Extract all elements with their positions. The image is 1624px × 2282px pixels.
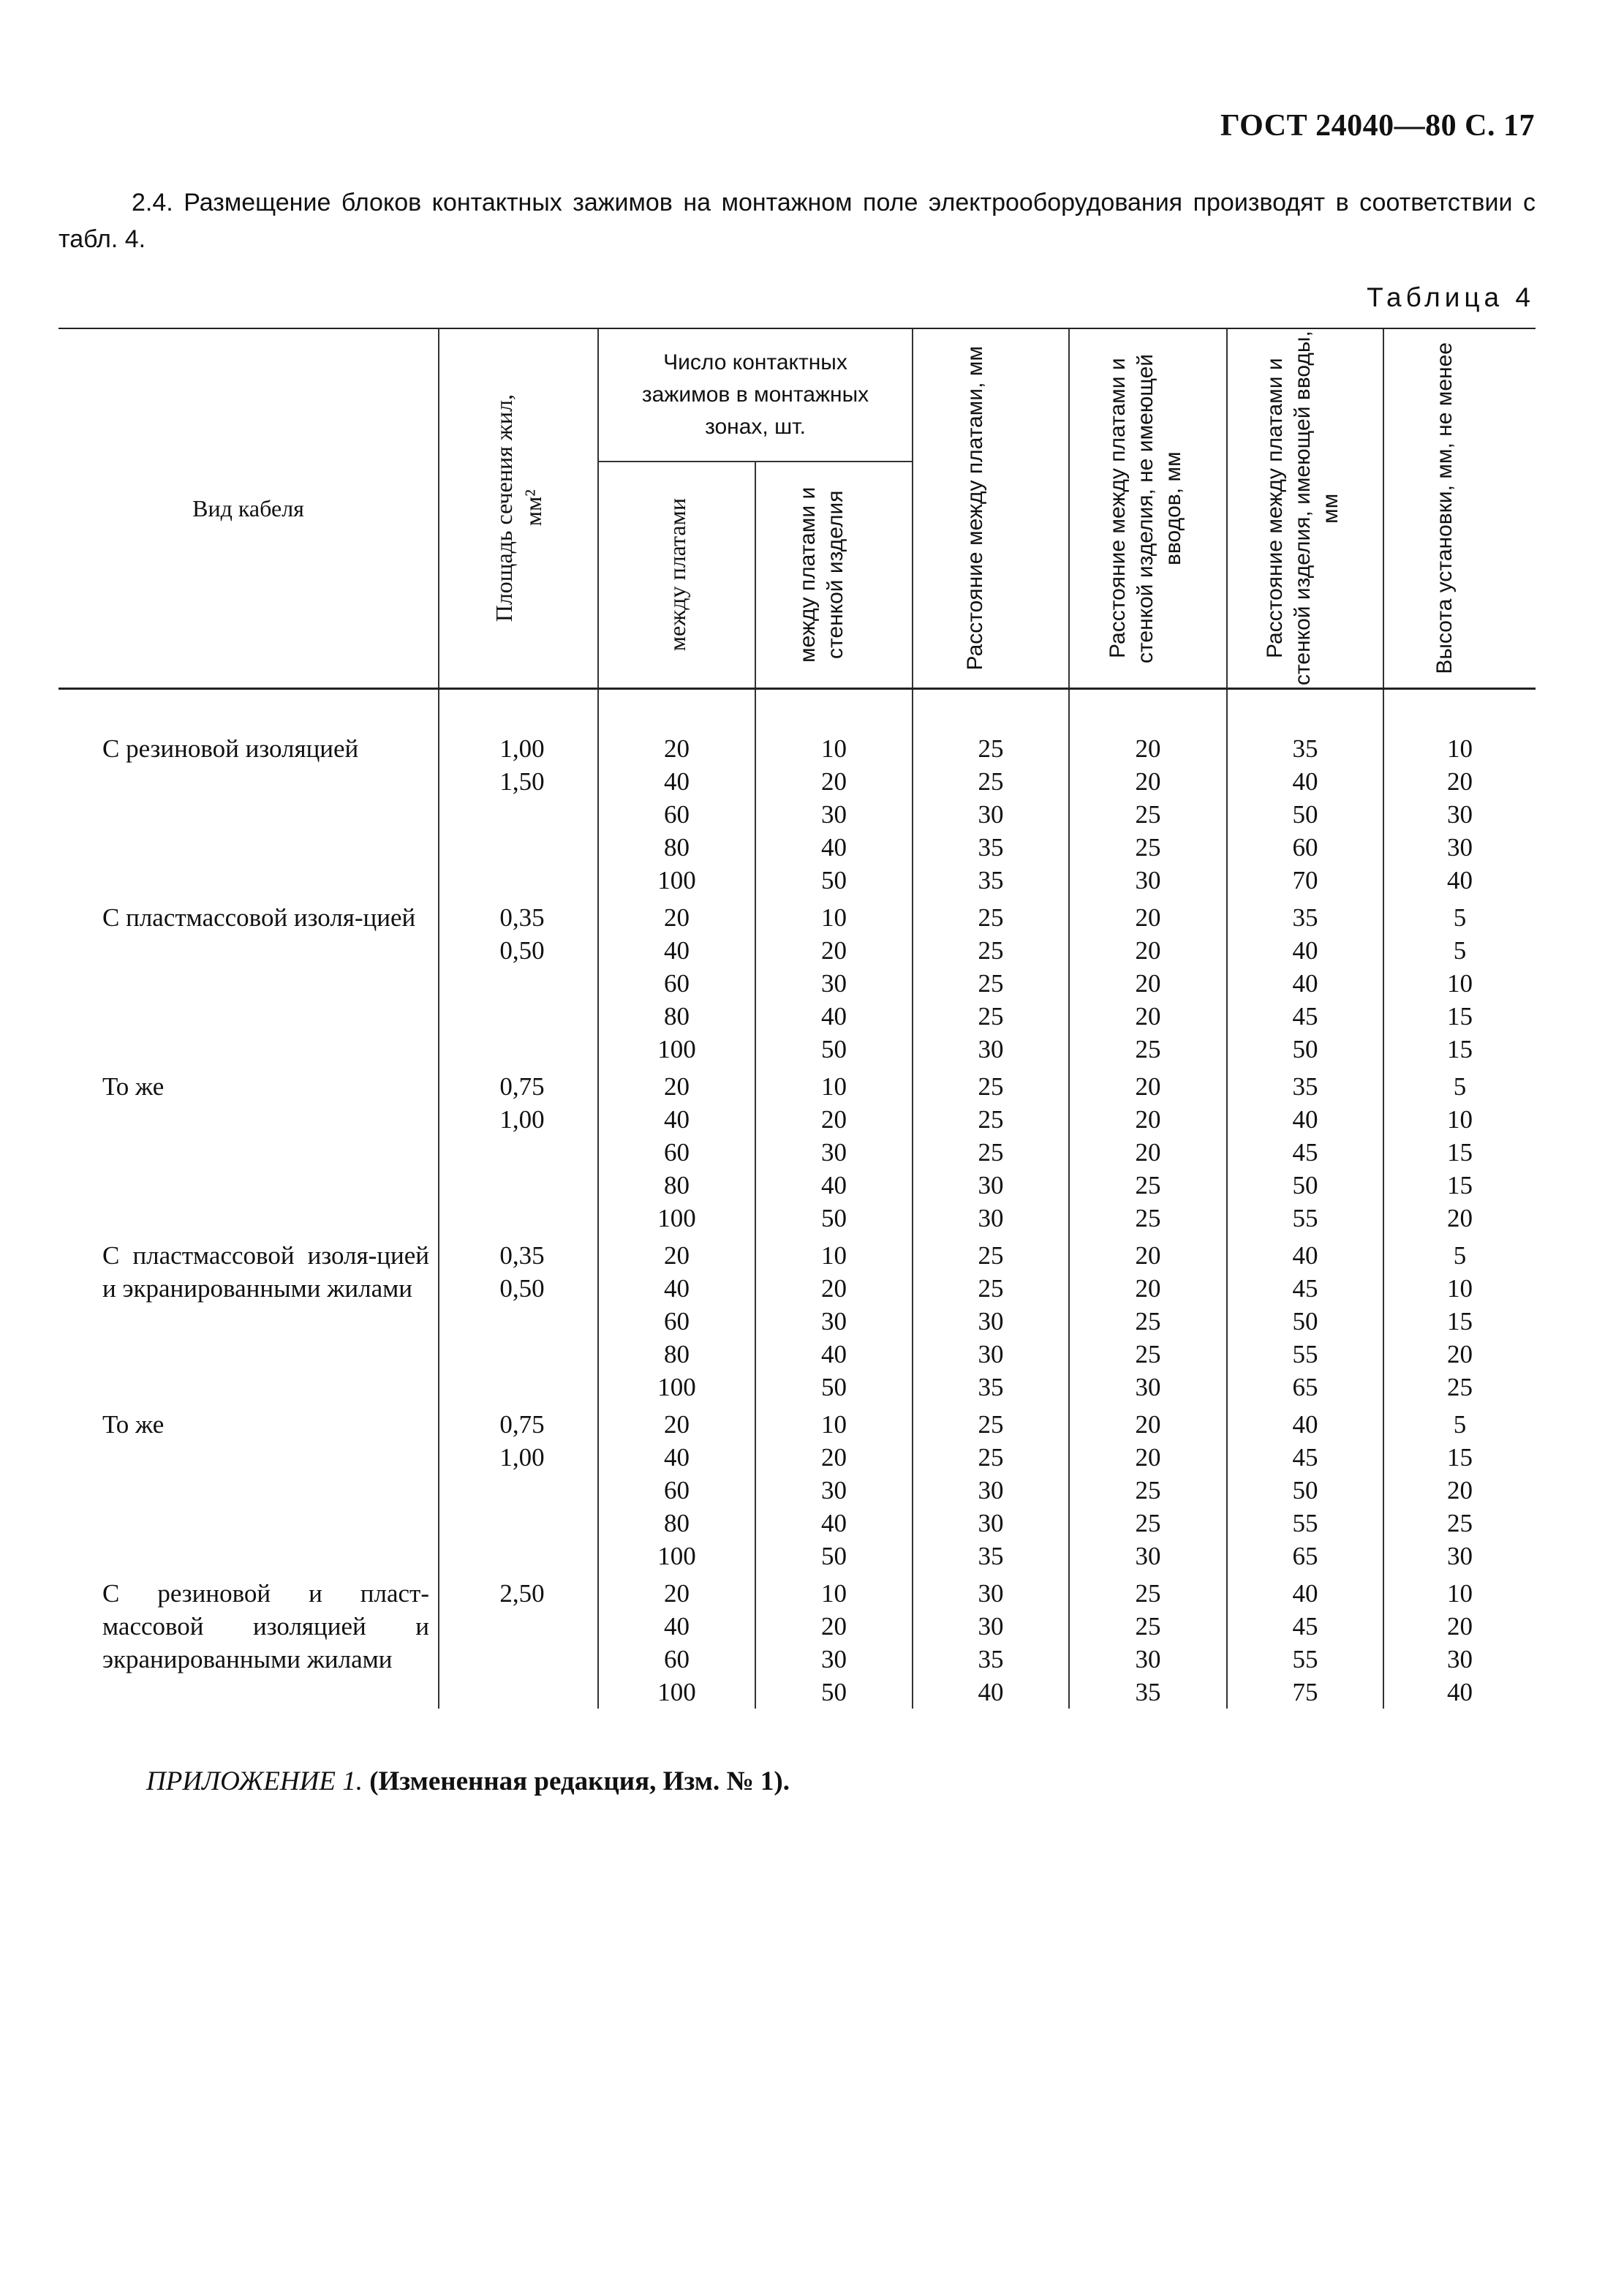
header-row-1 [58, 328, 1536, 462]
header-between-boards [598, 462, 755, 689]
table-cell: 80 [598, 1000, 755, 1033]
table-cell: 65 [1227, 1371, 1383, 1404]
table-cell: 30 [913, 1573, 1069, 1610]
table-cell: 20 [1069, 1136, 1227, 1169]
table-cell: 35 [1227, 1066, 1383, 1103]
table-cell: 50 [1227, 1474, 1383, 1507]
table-cell: 60 [598, 967, 755, 1000]
header-between-board-wall-label: между платами и стенкой изделия [795, 486, 847, 663]
table-cell: 30 [755, 967, 913, 1000]
table-cell: 25 [913, 897, 1069, 934]
table-cell: 10 [1383, 1103, 1536, 1136]
table-cell: 40 [598, 1610, 755, 1643]
table-cell: 25 [1069, 1338, 1227, 1371]
table-cell: 30 [755, 798, 913, 831]
table-cell: 50 [1227, 1305, 1383, 1338]
table-cell: 30 [913, 1033, 1069, 1066]
table-container [58, 328, 1536, 1709]
table-cell: 65 [1227, 1540, 1383, 1573]
table-cell: 40 [598, 1441, 755, 1474]
table-cell: 50 [755, 1540, 913, 1573]
area-cell [439, 728, 598, 897]
table-cell: 60 [598, 1136, 755, 1169]
table-cell: 35 [1227, 897, 1383, 934]
header-dist-boards [913, 328, 1069, 689]
table-cell: 35 [1069, 1676, 1227, 1709]
table-cell: 20 [1069, 1235, 1227, 1272]
table-cell: 25 [1383, 1507, 1536, 1540]
table-cell: 40 [755, 1507, 913, 1540]
table-cell: 40 [598, 1103, 755, 1136]
table-cell: 25 [913, 934, 1069, 967]
area-value: 0,75 [499, 1072, 545, 1101]
table-cell: 20 [1069, 1441, 1227, 1474]
area-cell [439, 1235, 598, 1404]
table-cell: 40 [755, 1169, 913, 1202]
header-dist-wall-no-inputs-label: Расстояние между платами и стенкой изделия, не имеющей вводов, мм [1106, 353, 1186, 663]
table-cell: 15 [1383, 1000, 1536, 1033]
header-dist-boards-label: Расстояние между платами, мм [963, 346, 988, 671]
table-cell: 40 [1383, 864, 1536, 897]
table-cell: 25 [1069, 1202, 1227, 1235]
cable-kind-cell: С резиновой и пласт-массовой изоляцией и экранированными жилами [102, 1579, 429, 1673]
area-value: 1,00 [499, 1105, 545, 1134]
table-cell: 40 [755, 1000, 913, 1033]
table-caption: Таблица 4 [1367, 282, 1535, 312]
table-cell: 100 [598, 1676, 755, 1709]
table-cell: 40 [1227, 1235, 1383, 1272]
table-cell: 30 [913, 798, 1069, 831]
table-cell: 30 [1383, 1643, 1536, 1676]
table-cell: 10 [755, 728, 913, 765]
table-cell: 45 [1227, 1610, 1383, 1643]
area-value: 0,35 [499, 1241, 545, 1270]
cable-kind-cell: С резиновой изоляцией [102, 734, 359, 763]
table-cell: 5 [1383, 897, 1536, 934]
cable-kind-cell: С пластмассовой изоля-цией [102, 903, 416, 932]
table-cell: 20 [755, 1610, 913, 1643]
table-cell: 45 [1227, 1000, 1383, 1033]
table-cell: 45 [1227, 1441, 1383, 1474]
area-value: 1,00 [499, 1443, 545, 1472]
table-cell: 30 [755, 1305, 913, 1338]
header-kind [58, 328, 439, 689]
table-cell: 5 [1383, 1066, 1536, 1103]
table-cell: 10 [755, 1066, 913, 1103]
table-row [58, 728, 1536, 765]
table-cell: 60 [1227, 831, 1383, 864]
table-cell: 30 [1383, 798, 1536, 831]
table-cell: 20 [1069, 1000, 1227, 1033]
table-cell: 20 [1383, 1610, 1536, 1643]
table-cell: 25 [1069, 798, 1227, 831]
header-between-board-wall [755, 462, 913, 689]
table-cell: 20 [598, 1235, 755, 1272]
table-cell: 15 [1383, 1169, 1536, 1202]
cable-kind-cell: С пластмассовой изоля-цией и экранированными жилами [102, 1241, 429, 1303]
table-cell: 40 [1227, 934, 1383, 967]
table-cell: 40 [1227, 1103, 1383, 1136]
table-cell: 20 [755, 1272, 913, 1305]
table-cell: 55 [1227, 1643, 1383, 1676]
table-cell: 80 [598, 831, 755, 864]
table-cell: 35 [913, 864, 1069, 897]
table-cell: 10 [755, 1404, 913, 1441]
table-cell: 20 [1069, 728, 1227, 765]
table-cell: 20 [1069, 1066, 1227, 1103]
table-cell: 25 [1383, 1371, 1536, 1404]
header-dist-wall-inputs-label: Расстояние между платами и стенкой изделия, имеющей вводы, мм [1263, 331, 1343, 686]
table-cell: 5 [1383, 1404, 1536, 1441]
table-cell: 15 [1383, 1136, 1536, 1169]
table-cell: 20 [1069, 765, 1227, 798]
table-cell: 30 [913, 1610, 1069, 1643]
table-cell: 30 [913, 1305, 1069, 1338]
table-cell: 20 [1069, 934, 1227, 967]
table-cell: 100 [598, 1371, 755, 1404]
table-cell: 10 [1383, 1272, 1536, 1305]
table-cell: 40 [598, 765, 755, 798]
intro-text: 2.4. Размещение блоков контактных зажимов на монтажном поле электрооборудования производят в соответствии с табл. 4. [58, 189, 1536, 253]
table-cell: 25 [913, 1000, 1069, 1033]
area-value: 1,50 [499, 767, 545, 796]
table-cell: 20 [598, 897, 755, 934]
table-cell: 25 [1069, 1507, 1227, 1540]
table-cell: 50 [755, 1033, 913, 1066]
table-cell: 10 [755, 1573, 913, 1610]
table-cell: 40 [598, 934, 755, 967]
appendix-label: ПРИЛОЖЕНИЕ 1. [146, 1766, 363, 1796]
table-cell: 10 [755, 897, 913, 934]
table-cell: 25 [1069, 1573, 1227, 1610]
table-cell: 25 [913, 1103, 1069, 1136]
table-cell: 35 [913, 831, 1069, 864]
table-cell: 40 [1383, 1676, 1536, 1709]
table-cell: 25 [913, 1136, 1069, 1169]
table-cell: 20 [755, 934, 913, 967]
table-cell: 25 [1069, 831, 1227, 864]
header-kind-label: Вид кабеля [192, 494, 304, 521]
area-cell [439, 897, 598, 1066]
table-cell: 20 [755, 1103, 913, 1136]
table-row [58, 897, 1536, 934]
table-cell: 80 [598, 1507, 755, 1540]
header-dist-wall-inputs [1227, 328, 1383, 689]
header-count-group [598, 328, 913, 462]
table-cell: 55 [1227, 1202, 1383, 1235]
table-cell: 35 [913, 1371, 1069, 1404]
table-cell: 30 [1383, 1540, 1536, 1573]
table-cell: 45 [1227, 1136, 1383, 1169]
table-cell: 50 [1227, 798, 1383, 831]
table-cell: 25 [1069, 1305, 1227, 1338]
table-cell: 20 [1383, 1202, 1536, 1235]
table-cell: 100 [598, 1202, 755, 1235]
table-cell: 75 [1227, 1676, 1383, 1709]
table-cell: 40 [755, 831, 913, 864]
table-cell: 20 [1069, 1272, 1227, 1305]
table-cell: 50 [755, 864, 913, 897]
header-area [439, 328, 598, 689]
table-cell: 35 [1227, 728, 1383, 765]
table-cell: 30 [755, 1474, 913, 1507]
table-cell: 30 [755, 1643, 913, 1676]
table-cell: 10 [1383, 967, 1536, 1000]
table-cell: 15 [1383, 1305, 1536, 1338]
table-cell: 20 [1069, 1404, 1227, 1441]
area-value: 0,50 [499, 936, 545, 965]
table-cell: 30 [755, 1136, 913, 1169]
table-cell: 40 [913, 1676, 1069, 1709]
table-body [58, 689, 1536, 1709]
table-cell: 20 [755, 1441, 913, 1474]
table-cell: 20 [755, 765, 913, 798]
table-cell: 25 [1069, 1474, 1227, 1507]
table-cell: 25 [1069, 1033, 1227, 1066]
area-cell [439, 1066, 598, 1235]
table-cell: 20 [1069, 1103, 1227, 1136]
area-value: 0,50 [499, 1274, 545, 1303]
table-cell: 60 [598, 1474, 755, 1507]
table-cell: 20 [1069, 897, 1227, 934]
table-cell: 30 [1069, 1540, 1227, 1573]
header-area-label [489, 394, 548, 622]
table-cell: 40 [1227, 1573, 1383, 1610]
table-cell: 100 [598, 864, 755, 897]
table-cell: 25 [913, 765, 1069, 798]
cable-kind-cell: То же [102, 1072, 165, 1101]
table-cell: 15 [1383, 1441, 1536, 1474]
area-value: 0,75 [499, 1410, 545, 1439]
table-cell: 40 [1227, 765, 1383, 798]
table-cell: 10 [755, 1235, 913, 1272]
table-cell: 80 [598, 1338, 755, 1371]
page-header: ГОСТ 24040—80 С. 17 [1220, 109, 1535, 143]
table-cell: 30 [1069, 864, 1227, 897]
header-height [1383, 328, 1536, 689]
table-row [58, 1066, 1536, 1103]
table-cell: 30 [913, 1474, 1069, 1507]
area-value: 2,50 [499, 1579, 545, 1608]
header-count-group-label: Число контактных зажимов в монтажных зонах, шт. [641, 350, 869, 439]
table-cell: 30 [913, 1507, 1069, 1540]
table-row [58, 1404, 1536, 1441]
table-cell: 55 [1227, 1338, 1383, 1371]
table-cell: 5 [1383, 934, 1536, 967]
table-cell: 50 [755, 1202, 913, 1235]
table-cell: 10 [1383, 728, 1536, 765]
table-cell: 25 [913, 1404, 1069, 1441]
table-cell: 40 [1227, 1404, 1383, 1441]
area-cell [439, 1404, 598, 1573]
header-height-label: Высота установки, мм, не менее [1432, 342, 1457, 674]
header-dist-wall-no-inputs [1069, 328, 1227, 689]
table-cell: 30 [913, 1202, 1069, 1235]
table-cell: 25 [913, 967, 1069, 1000]
table-cell: 100 [598, 1033, 755, 1066]
table-row [58, 1235, 1536, 1272]
table-cell: 20 [598, 1066, 755, 1103]
table-cell: 5 [1383, 1235, 1536, 1272]
table-cell: 25 [913, 1272, 1069, 1305]
table-cell: 30 [1069, 1643, 1227, 1676]
table-4 [58, 328, 1536, 1709]
area-cell [439, 1573, 598, 1709]
table-row [58, 1573, 1536, 1610]
table-cell: 50 [755, 1371, 913, 1404]
table-cell: 50 [755, 1676, 913, 1709]
table-cell: 25 [913, 728, 1069, 765]
table-cell: 25 [913, 1066, 1069, 1103]
appendix-note [146, 1766, 790, 1797]
table-cell: 55 [1227, 1507, 1383, 1540]
table-cell: 30 [1383, 831, 1536, 864]
table-cell: 20 [1069, 967, 1227, 1000]
header-between-boards-label: между платами [663, 498, 690, 652]
table-cell: 45 [1227, 1272, 1383, 1305]
table-cell: 30 [913, 1338, 1069, 1371]
table-cell: 25 [913, 1441, 1069, 1474]
table-cell: 20 [1383, 1474, 1536, 1507]
table-cell: 60 [598, 1305, 755, 1338]
table-cell: 15 [1383, 1033, 1536, 1066]
table-cell: 25 [1069, 1610, 1227, 1643]
table-cell: 50 [1227, 1033, 1383, 1066]
area-value: 1,00 [499, 734, 545, 763]
table-cell: 30 [1069, 1371, 1227, 1404]
table-cell: 80 [598, 1169, 755, 1202]
table-cell: 60 [598, 798, 755, 831]
table-cell: 40 [755, 1338, 913, 1371]
table-cell: 10 [1383, 1573, 1536, 1610]
table-cell: 40 [598, 1272, 755, 1305]
table-spacer [58, 689, 1536, 728]
table-cell: 20 [1383, 1338, 1536, 1371]
table-cell: 60 [598, 1643, 755, 1676]
table-cell: 70 [1227, 864, 1383, 897]
header-area-line2: мм² [520, 489, 546, 527]
table-cell: 20 [598, 1573, 755, 1610]
table-cell: 40 [1227, 967, 1383, 1000]
table-cell: 25 [913, 1235, 1069, 1272]
header-area-line1: Площадь сечения жил, [491, 394, 517, 622]
table-cell: 35 [913, 1643, 1069, 1676]
area-value: 0,35 [499, 903, 545, 932]
table-cell: 35 [913, 1540, 1069, 1573]
cable-kind-cell: То же [102, 1410, 165, 1439]
table-cell: 25 [1069, 1169, 1227, 1202]
appendix-amendment: (Измененная редакция, Изм. № 1). [369, 1766, 790, 1796]
table-cell: 30 [913, 1169, 1069, 1202]
table-cell: 50 [1227, 1169, 1383, 1202]
intro-paragraph [58, 184, 1536, 257]
table-cell: 100 [598, 1540, 755, 1573]
table-cell: 20 [598, 728, 755, 765]
table-cell: 20 [598, 1404, 755, 1441]
table-cell: 20 [1383, 765, 1536, 798]
